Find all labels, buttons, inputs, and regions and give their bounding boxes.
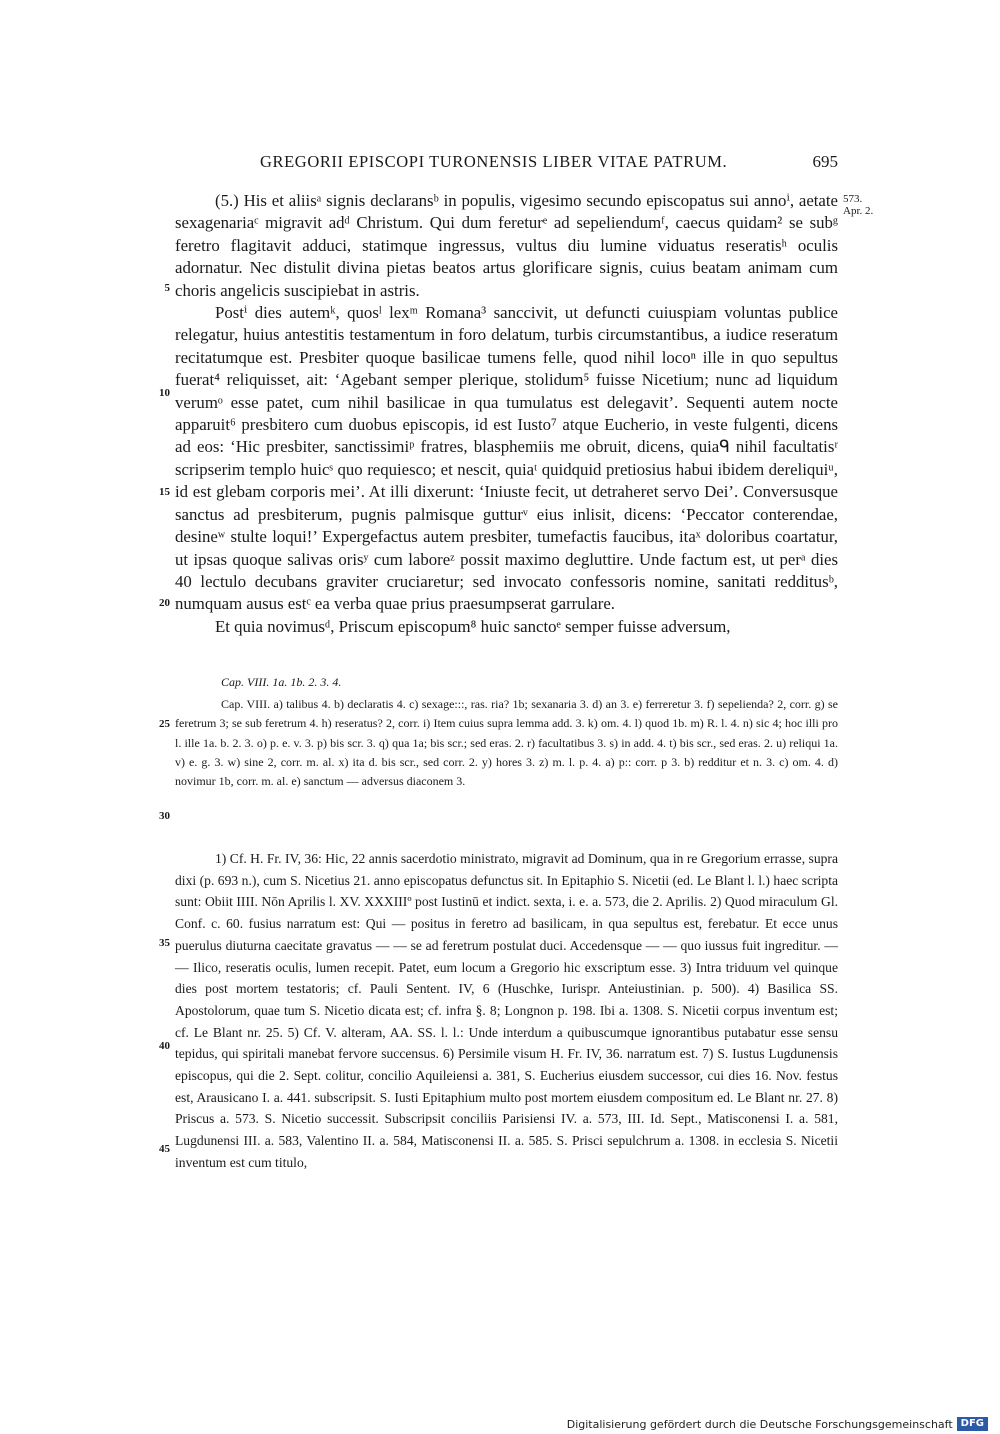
apparatus-manuscripts: Cap. VIII. 1a. 1b. 2. 3. 4. — [221, 675, 342, 689]
running-title: GREGORII EPISCOPI TURONENSIS LIBER VITAE PATRUM. — [260, 152, 728, 171]
margin-year: 573. — [843, 193, 863, 205]
margin-date-note — [843, 193, 873, 217]
footnotes — [175, 848, 838, 1174]
line-number: 5 — [164, 282, 170, 294]
line-number: 20 — [159, 597, 170, 609]
paragraph: (5.) His et aliisᵃ signis declaransᵇ in populis, vigesimo secundo episcopatus sui annoⁱ, aetate sexagenariaᶜ migravit adᵈ Christum. Qui dum fereturᵉ ad sepeliendumᶠ, caecus quidam² se subᵍ feretro flagitavit adduci, statimque ingressus, vultus diu lumine viduatus reseratisʰ oculis adornatur. Nec distulit divina pietas beatos artus glorificare signis, cuius beatam animam cum choris angelicis suscipiebat in astris. — [175, 191, 838, 300]
line-number: 35 — [159, 937, 170, 949]
paragraph: Postⁱ dies autemᵏ, quosˡ lexᵐ Romana³ sanccivit, ut defuncti cuiuspiam voluntas publice relegatur, huius antestitis testamentum in foro delatum, turbis circumstantibus, a iudice reseratum recitatumque est. Presbiter quoque basilicae tumens felle, quod nihil locoⁿ ille in quo sepultus fuerat⁴ reliquisset, ait: ‘Agebant semper plerique, stolidum⁵ fuisse Nicetium; nunc ad liquidum verumᵒ esse patet, cum nihil basilicae in qua tumulatus est delegavit’. Sequenti autem nocte apparuit⁶ presbitero cum duobus episcopis, id est Iusto⁷ atque Eucherio, in veste fulgenti, dicens ad eos: ‘Hic presbiter, sanctissimiᵖ fratres, blasphemiis me obruit, dicens, quiaᑫ nihil facultatisʳ scripserim templo huicˢ quo requiesco; et nescit, quiaᵗ quidquid pretiosius habui ibidem dereliquiᵘ, id est glebam corporis mei’. At illi dixerunt: ‘Iniuste fecit, ut detraheret servo Dei’. Conversusque sanctus ad presbiterum, pugnis palmisque gutturᵛ eius inlisit, dicens: ‘Peccator conterendae, desineʷ stulte loqui!’ Expergefactus autem presbiter, tumefactis faucibus, itaˣ doloribus coartatur, ut ipsas quoque salivas orisʸ cum laboreᶻ possit maximo degluttire. Unde factum est, ut perᵃ dies 40 lectulo decubans graviter cruciaretur; sed invocato confessoris nomine, sanitati redditusᵇ, numquam ausus estᶜ ea verba quae prius praesumpserat garrulare. — [175, 303, 838, 614]
footer-text: Digitalisierung gefördert durch die Deutsche Forschungsgemeinschaft — [566, 1417, 953, 1431]
main-text — [175, 190, 838, 638]
digitization-footer — [567, 1417, 988, 1431]
paragraph: Et quia novimusᵈ, Priscum episcopum⁸ huic sanctoᵉ semper fuisse adversum, — [215, 616, 731, 636]
line-number: 25 — [159, 718, 170, 730]
critical-apparatus — [175, 673, 838, 791]
footnotes-text: 1) Cf. H. Fr. IV, 36: Hic, 22 annis sacerdotio ministrato, migravit ad Dominum, qua in re Gregorium errasse, supra dixi (p. 693 n.), cum S. Nicetius 21. anno episcopatus defunctus sit. In Epitaphio S. Nicetii (ed. Le Blant l. l.) haec scripta sunt: Obiit IIII. Nōn Aprilis l. XV. XXXIIIº post Iustinū et indict. sexta, i. e. a. 573, die 2. Aprilis. 2) Quod miraculum Gl. Conf. c. 60. fusius narratum est: Qui — positus in feretro ad basilicam, in qua sepultus est, ferebatur. Et ecce unus puerulus diuturna caecitate gravatus — — se ad feretrum postulat duci. Accedensque — — quo iussus fuit ingreditur. — — Ilico, reseratis oculis, lumen recepit. Patet, eum locum a Gregorio hic exscriptum esse. 3) Intra triduum vel quinque dies post mortem testatoris; cf. Pauli Sentent. IV, 6 (Huschke, Iurispr. Anteiustinian. p. 500). 4) Basilica SS. Apostolorum, quae tum S. Nicetio dicata est; cf. infra §. 8; Longnon p. 198. Ibi a. 1308. S. Nicetii corpus inventum est; cf. Le Blant nr. 25. 5) Cf. V. alteram, AA. SS. l. l.: Unde interdum a quibuscumque ignorantibus putabatur esse sensu tepidus, qui spiritali manebat fervore succensus. 6) Persimile visum H. Fr. IV, 36. narratum est. 7) S. Iustus Lugdunensis episcopus, qui die 2. Sept. colitur, concilio Aquileiensi a. 381, S. Eucherius eiusdem successor, cui dies 16. Nov. festus est, Arausicano I. a. 441. subscripsit. S. Iusti Epitaphium multo post mortem eiusdem compositum ed. Le Blant nr. 27. 8) Priscus a. 573. S. Nicetio successit. Subscripsit conciliis Parisiensi IV. a. 573, III. Id. Sept., Matisconensi I. a. 581, Lugdunensi III. a. 583, Valentino II. a. 584, Matisconensi II. a. 585. S. Prisci sepulchrum a. 1308. in ecclesia S. Nicetii inventum est cum titulo, — [175, 851, 838, 1170]
line-number: 40 — [159, 1040, 170, 1052]
running-header — [160, 152, 838, 178]
line-number: 45 — [159, 1143, 170, 1155]
line-number: 30 — [159, 810, 170, 822]
dfg-logo: DFG — [957, 1417, 988, 1431]
apparatus-text: Cap. VIII. a) talibus 4. b) declaratis 4. c) sexage:::, ras. ria? 1b; sexanaria 3. d) an 3. e) ferreretur 3. f) sepelienda? 2, corr. g) se feretrum 3; se sub feretrum 4. h) reseratus? 2, corr. i) Item cuius supra lemma add. 3. k) om. 4. l) quod 1b. m) R. l. 4. n) sic 4; hoc illi pro l. ille 1a. b. 2. 3. o) p. e. v. 3. p) bis scr. 3. q) qua 1a; bis scr.; sed eras. 2. r) facultatibus 3. s) in add. 4. t) bis scr., sed eras. 2. u) reliqui 1a. v) e. g. 3. w) sine 2, corr. m. al. x) ita d. bis scr., sed corr. 2. y) hores 3. z) m. l. p. 4. a) p:: corr. p 3. b) redditur et n. 3. c) om. 4. d) novimur 1b, corr. m. al. e) sanctum — adversus diaconem 3. — [175, 697, 838, 789]
margin-day: Apr. 2. — [843, 205, 874, 217]
page-number: 695 — [812, 152, 838, 171]
line-number: 10 — [159, 387, 170, 399]
line-number: 15 — [159, 486, 170, 498]
